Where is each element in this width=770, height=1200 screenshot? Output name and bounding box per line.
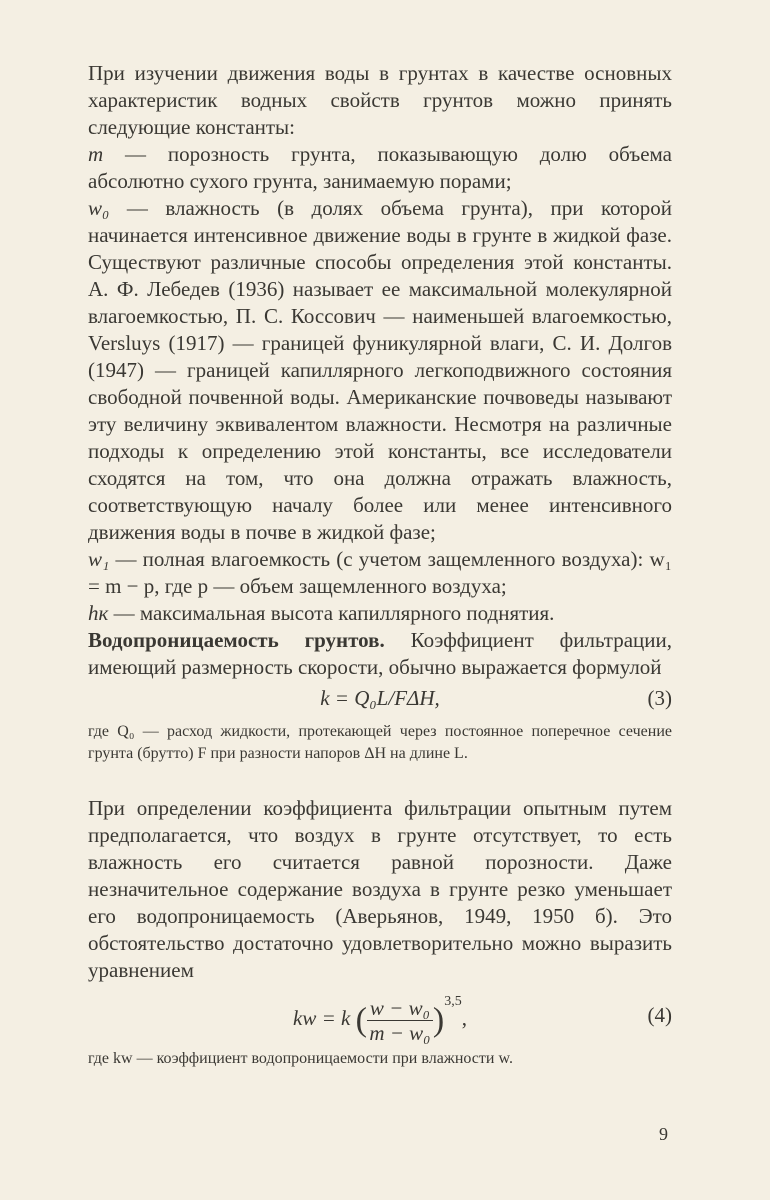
formula-4-lhs: kw = k <box>293 1006 351 1030</box>
symbol-m: m <box>88 142 104 166</box>
formula-3-expression: k = Q₀L/FΔH, <box>320 686 440 710</box>
porosity-text: — порозность грунта, показывающую долю объема абсолютно сухого грунта, занимаемую порами; <box>88 142 672 193</box>
capacity-text: — полная влагоемкость (с учетом защемленного воздуха): w₁ = m − p, где p — объем защемленного воздуха; <box>88 547 672 598</box>
formula-4-exponent: 3,5 <box>444 994 462 1009</box>
paragraph-air-content: При определении коэффициента фильтрации опытным путем предполагается, что воздух в грунте отсутствует, то есть влажность его считается равной порозности. Даже незначительное содержание воздуха в грунте резко уменьшает его водопроницаемость (Аверьянов, 1949, 1950 б). Это обстоятельство достаточно удовлетворительно можно выразить уравнением <box>88 796 672 982</box>
symbol-w0: w₀ <box>88 196 110 220</box>
symbol-hk: hк <box>88 601 109 625</box>
formula-4-denominator: m − w₀ <box>369 1020 431 1045</box>
formula-4 <box>88 986 672 1048</box>
section-heading: Водопроницаемость грунтов. <box>88 628 385 652</box>
paragraph-moisture <box>88 195 672 546</box>
formula-4-note: где kw — коэффициент водопроницаемости при влажности w. <box>88 1050 513 1067</box>
page-number: 9 <box>659 1124 668 1144</box>
paragraph-intro: При изучении движения воды в грунтах в качестве основных характеристик водных свойств грунтов можно принять следующие константы: <box>88 61 672 139</box>
formula-3-note: где Q₀ — расход жидкости, протекающей через постоянное поперечное сечение грунта (брутто) F при разности напоров ΔH на длине L. <box>88 723 672 762</box>
main-text <box>88 60 672 1070</box>
formula-3-number: (3) <box>647 686 672 710</box>
formula-4-expression: kw = k ( $\frac{\text{w − w₀}}{\text{m − w₀}}$ )$^{3,5}$, <box>293 994 467 1045</box>
formula-3 <box>88 681 672 721</box>
capillary-text: — максимальная высота капиллярного поднятия. <box>108 601 555 625</box>
paragraph-capillary <box>88 600 672 627</box>
moisture-text: — влажность (в долях объема грунта), при которой начинается интенсивное движение воды в грунте в жидкой фазе. Существуют различные способы определения этой константы. А. Ф. Лебедев (1936) называет ее максимальной молекулярной влагоемкостью, П. С. Коссович — наименьшей влагоемкостью, Versluys (1917) — границей фуникулярной влаги, С. И. Долгов (1947) — границей капиллярного легкоподвижного состояния свободной почвенной воды. Американские почвоведы называют эту величину эквивалентом влажности. Несмотря на различные подходы к определению этой константы, все исследователи сходятся на том, что она должна отражать влажность, соответствующую началу более или менее интенсивного движения воды в почве в жидкой фазе; <box>88 196 672 544</box>
permeability-text: Коэффициент фильтрации, имеющий размерность скорости, обычно выражается формулой <box>88 628 672 679</box>
formula-4-fraction <box>367 996 433 1045</box>
formula-4-number: (4) <box>647 1003 672 1027</box>
paragraph-capacity <box>88 546 672 600</box>
formula-4-numerator: w − w₀ <box>367 996 433 1021</box>
symbol-w1: w₁ <box>88 547 110 571</box>
paragraph-porosity <box>88 141 672 195</box>
paragraph-permeability <box>88 627 672 681</box>
